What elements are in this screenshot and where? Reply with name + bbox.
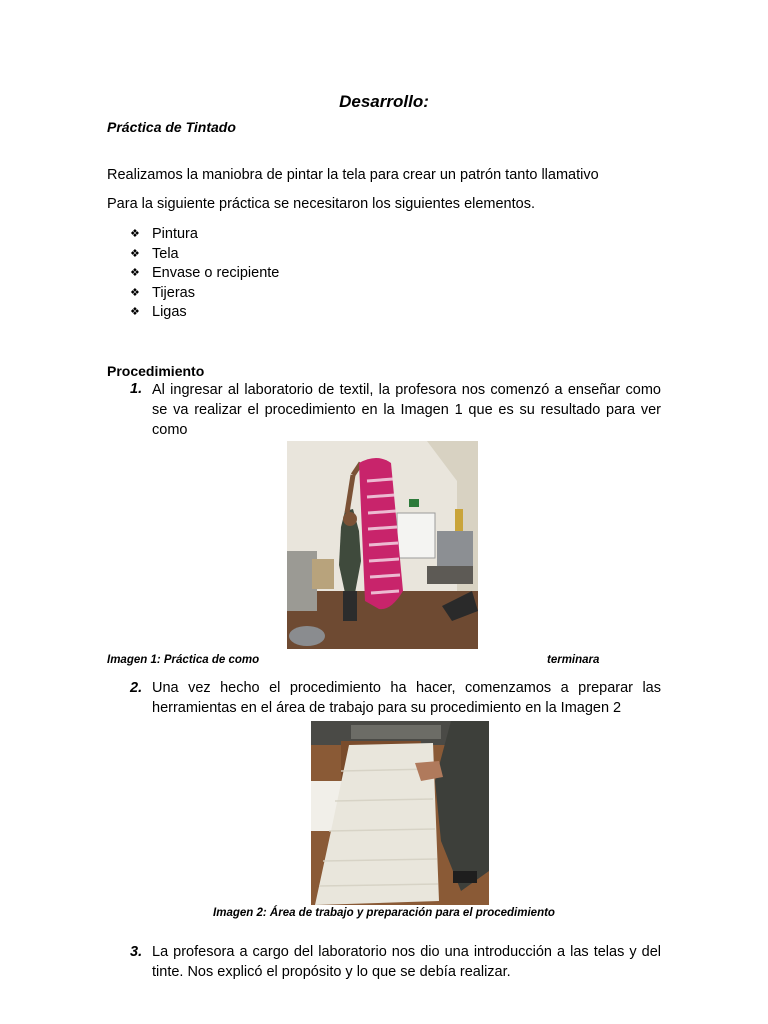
list-item: ❖ Pintura	[130, 225, 279, 245]
materials-intro-paragraph: Para la siguiente práctica se necesitaron los siguientes elementos.	[107, 196, 535, 212]
procedure-heading: Procedimiento	[107, 363, 205, 379]
materials-list	[130, 225, 279, 323]
section-subheading: Práctica de Tintado	[107, 119, 236, 135]
diamond-bullet-icon: ❖	[130, 228, 140, 240]
step-number: 2.	[130, 680, 143, 696]
document-heading: Desarrollo:	[339, 92, 429, 111]
list-item: ❖ Tijeras	[130, 284, 279, 304]
intro-paragraph: Realizamos la maniobra de pintar la tela para crear un patrón tanto llamativo	[107, 167, 599, 183]
step-text: Una vez hecho el procedimiento ha hacer, comenzamos a preparar las herramientas en el área de trabajo para su procedimiento en la Imagen 2	[152, 680, 661, 716]
image2-caption: Imagen 2: Área de trabajo y preparación para el procedimiento	[213, 907, 555, 919]
workspace-photo	[311, 721, 489, 905]
image1-caption-right: terminara	[547, 654, 600, 666]
list-item: ❖ Envase o recipiente	[130, 264, 279, 284]
step-text: Al ingresar al laboratorio de textil, la profesora nos comenzó a enseñar como se va realizar el procedimiento en la Imagen 1 que es su resultado para ver como	[152, 382, 661, 438]
diamond-bullet-icon: ❖	[130, 306, 140, 318]
workspace-illustration	[311, 721, 489, 905]
practice-result-illustration	[287, 441, 478, 649]
step-number: 1.	[130, 381, 143, 397]
step-number: 3.	[130, 944, 143, 960]
diamond-bullet-icon: ❖	[130, 247, 140, 260]
list-item: ❖ Tela	[130, 245, 279, 265]
practice-result-photo	[287, 441, 478, 649]
list-item: ❖ Ligas	[130, 303, 279, 323]
diamond-bullet-icon: ❖	[130, 267, 140, 279]
diamond-bullet-icon: ❖	[130, 286, 140, 299]
image1-caption-left: Imagen 1: Práctica de como	[107, 654, 260, 666]
step-text: La profesora a cargo del laboratorio nos dio una introducción a las telas y del tinte. Nos explicó el propósito y lo que se debía realizar.	[152, 944, 661, 980]
